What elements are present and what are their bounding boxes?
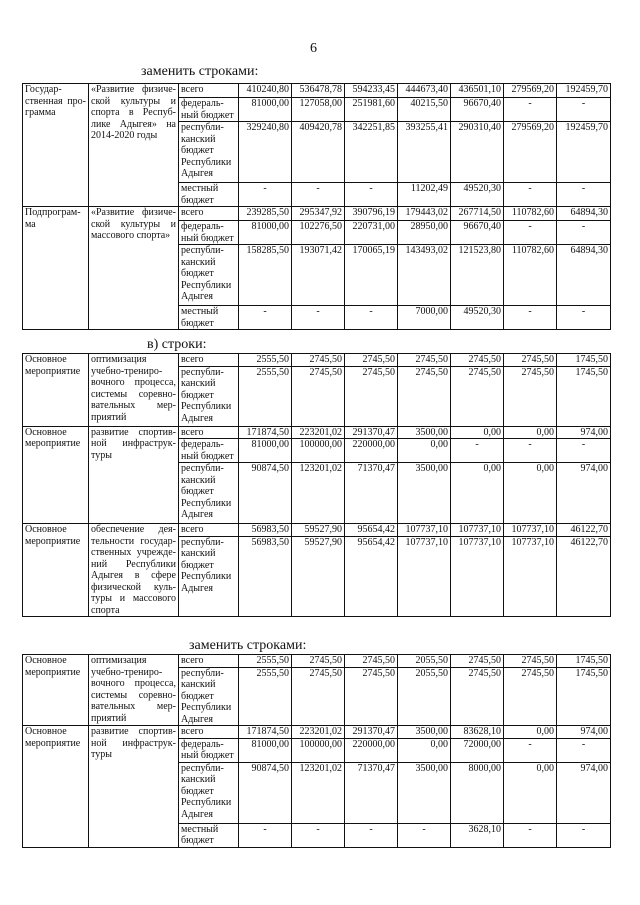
amount-cell: -	[557, 221, 611, 245]
amount-cell: 2745,50	[504, 354, 557, 367]
funding-source-cell: всего	[179, 726, 239, 739]
amount-cell: 96670,40	[451, 98, 504, 122]
amount-cell: -	[557, 98, 611, 122]
amount-cell: 107737,10	[451, 524, 504, 537]
funding-source-cell: федераль-ный бюджет	[179, 98, 239, 122]
amount-cell: 0,00	[504, 762, 557, 823]
funding-source-cell: республи-канский бюджет Республики Адыгея	[179, 667, 239, 726]
amount-cell: -	[504, 183, 557, 207]
amount-cell: 2745,50	[292, 667, 345, 726]
amount-cell: 7000,00	[398, 306, 451, 330]
amount-cell: 2745,50	[504, 655, 557, 668]
funding-source-cell: всего	[179, 354, 239, 367]
amount-cell: 295347,92	[292, 207, 345, 221]
amount-cell: 974,00	[557, 463, 611, 524]
amount-cell: 1745,50	[557, 667, 611, 726]
amount-cell: 2555,50	[239, 354, 292, 367]
amount-cell: 171874,50	[239, 726, 292, 739]
amount-cell: 2745,50	[345, 667, 398, 726]
amount-cell: 100000,00	[292, 439, 345, 463]
amount-cell: 123201,02	[292, 762, 345, 823]
amount-cell: 59527,90	[292, 536, 345, 616]
heading-replace-1: заменить строками:	[141, 64, 259, 79]
amount-cell: 90874,50	[239, 762, 292, 823]
amount-cell: 100000,00	[292, 738, 345, 762]
amount-cell: 83628,10	[451, 726, 504, 739]
amount-cell: -	[504, 98, 557, 122]
heading-replace-2: заменить строками:	[189, 638, 307, 653]
page-number: 6	[310, 41, 317, 56]
item-name-cell: «Развитие физиче-ской культуры и массового спорта»	[89, 207, 179, 330]
amount-cell: 2555,50	[239, 655, 292, 668]
amount-cell: 291370,47	[345, 426, 398, 439]
amount-cell: 0,00	[451, 426, 504, 439]
amount-cell: 2055,50	[398, 655, 451, 668]
amount-cell: -	[504, 738, 557, 762]
amount-cell: 192459,70	[557, 84, 611, 98]
funding-source-cell: местный бюджет	[179, 823, 239, 847]
amount-cell: 3500,00	[398, 426, 451, 439]
amount-cell: 0,00	[504, 463, 557, 524]
amount-cell: 2745,50	[398, 354, 451, 367]
amount-cell: 107737,10	[398, 524, 451, 537]
funding-source-cell: республи-канский бюджет Республики Адыгея	[179, 366, 239, 426]
amount-cell: 3500,00	[398, 726, 451, 739]
heading-rows-b: в) строки:	[147, 337, 207, 352]
amount-cell: 0,00	[504, 426, 557, 439]
amount-cell: 390796,19	[345, 207, 398, 221]
amount-cell: 409420,78	[292, 122, 345, 183]
amount-cell: 46122,70	[557, 536, 611, 616]
amount-cell: -	[398, 823, 451, 847]
table-row	[23, 524, 611, 537]
funding-source-cell: республи-канский бюджет Республики Адыгея	[179, 245, 239, 306]
amount-cell: -	[239, 306, 292, 330]
amount-cell: 2745,50	[504, 366, 557, 426]
amount-cell: 0,00	[398, 738, 451, 762]
amount-cell: 436501,10	[451, 84, 504, 98]
item-type-cell: Основное мероприятие	[23, 354, 89, 427]
amount-cell: 96670,40	[451, 221, 504, 245]
amount-cell: 192459,70	[557, 122, 611, 183]
amount-cell: 2745,50	[451, 655, 504, 668]
funding-source-cell: республи-канский бюджет Республики Адыгея	[179, 536, 239, 616]
amount-cell: 2745,50	[504, 667, 557, 726]
amount-cell: 3500,00	[398, 762, 451, 823]
amount-cell: 170065,19	[345, 245, 398, 306]
table-row	[23, 354, 611, 367]
amount-cell: 1745,50	[557, 354, 611, 367]
amount-cell: 2745,50	[292, 655, 345, 668]
amount-cell: 49520,30	[451, 183, 504, 207]
amount-cell: 28950,00	[398, 221, 451, 245]
amount-cell: 2745,50	[345, 354, 398, 367]
funding-source-cell: всего	[179, 655, 239, 668]
amount-cell: 95654,42	[345, 536, 398, 616]
amount-cell: 444673,40	[398, 84, 451, 98]
amount-cell: 107737,10	[451, 536, 504, 616]
funding-source-cell: федераль-ный бюджет	[179, 439, 239, 463]
amount-cell: 46122,70	[557, 524, 611, 537]
amount-cell: 2745,50	[345, 655, 398, 668]
amount-cell: 220000,00	[345, 738, 398, 762]
amount-cell: -	[557, 738, 611, 762]
amount-cell: 2745,50	[292, 366, 345, 426]
amount-cell: 64894,30	[557, 245, 611, 306]
amount-cell: 0,00	[451, 463, 504, 524]
amount-cell: 49520,30	[451, 306, 504, 330]
amount-cell: 107737,10	[504, 524, 557, 537]
amount-cell: 223201,02	[292, 726, 345, 739]
amount-cell: 121523,80	[451, 245, 504, 306]
amount-cell: -	[504, 221, 557, 245]
item-name-cell: обеспечение дея-тельности государ-ственных учрежде-ний Республики Адыгея в сфере физической куль-туры и массового спорта	[89, 524, 179, 617]
amount-cell: 193071,42	[292, 245, 345, 306]
amount-cell: -	[345, 183, 398, 207]
amount-cell: 2055,50	[398, 667, 451, 726]
table-row	[23, 655, 611, 668]
amount-cell: -	[557, 306, 611, 330]
amount-cell: 127058,00	[292, 98, 345, 122]
amount-cell: 974,00	[557, 762, 611, 823]
table-row	[23, 207, 611, 221]
funding-source-cell: республи-канский бюджет Республики Адыгея	[179, 762, 239, 823]
amount-cell: 220731,00	[345, 221, 398, 245]
amount-cell: 1745,50	[557, 655, 611, 668]
amount-cell: 2745,50	[451, 667, 504, 726]
amount-cell: 81000,00	[239, 221, 292, 245]
item-name-cell: развитие спортив-ной инфраструк-туры	[89, 426, 179, 524]
funding-source-cell: всего	[179, 524, 239, 537]
amount-cell: 71370,47	[345, 463, 398, 524]
amount-cell: 2745,50	[292, 354, 345, 367]
amount-cell: -	[345, 306, 398, 330]
amount-cell: -	[504, 823, 557, 847]
amount-cell: -	[557, 183, 611, 207]
amount-cell: 594233,45	[345, 84, 398, 98]
table-row	[23, 426, 611, 439]
amount-cell: 123201,02	[292, 463, 345, 524]
amount-cell: 223201,02	[292, 426, 345, 439]
funding-source-cell: местный бюджет	[179, 306, 239, 330]
amount-cell: -	[557, 439, 611, 463]
amount-cell: 2745,50	[451, 366, 504, 426]
amount-cell: 102276,50	[292, 221, 345, 245]
amount-cell: 110782,60	[504, 245, 557, 306]
amount-cell: 110782,60	[504, 207, 557, 221]
amount-cell: 56983,50	[239, 524, 292, 537]
table-replacement-1	[22, 83, 611, 330]
amount-cell: 11202,49	[398, 183, 451, 207]
table-row	[23, 84, 611, 98]
amount-cell: 2745,50	[398, 366, 451, 426]
amount-cell: 2555,50	[239, 366, 292, 426]
item-type-cell: Государ-ственная про-грамма	[23, 84, 89, 207]
amount-cell: -	[345, 823, 398, 847]
amount-cell: -	[292, 183, 345, 207]
amount-cell: -	[239, 823, 292, 847]
amount-cell: 107737,10	[504, 536, 557, 616]
amount-cell: 2745,50	[451, 354, 504, 367]
table-row	[23, 726, 611, 739]
amount-cell: 0,00	[398, 439, 451, 463]
amount-cell: 410240,80	[239, 84, 292, 98]
funding-source-cell: всего	[179, 84, 239, 98]
amount-cell: 974,00	[557, 426, 611, 439]
amount-cell: 279569,20	[504, 84, 557, 98]
item-type-cell: Основное мероприятие	[23, 655, 89, 726]
amount-cell: 81000,00	[239, 439, 292, 463]
item-type-cell: Основное мероприятие	[23, 524, 89, 617]
amount-cell: 59527,90	[292, 524, 345, 537]
amount-cell: 95654,42	[345, 524, 398, 537]
amount-cell: 8000,00	[451, 762, 504, 823]
amount-cell: 179443,02	[398, 207, 451, 221]
amount-cell: -	[557, 823, 611, 847]
item-type-cell: Основное мероприятие	[23, 426, 89, 524]
amount-cell: 1745,50	[557, 366, 611, 426]
amount-cell: 81000,00	[239, 98, 292, 122]
amount-cell: -	[451, 439, 504, 463]
amount-cell: 2745,50	[345, 366, 398, 426]
funding-source-cell: федераль-ный бюджет	[179, 738, 239, 762]
amount-cell: -	[504, 306, 557, 330]
amount-cell: 290310,40	[451, 122, 504, 183]
amount-cell: 239285,50	[239, 207, 292, 221]
funding-source-cell: республи-канский бюджет Республики Адыгея	[179, 122, 239, 183]
item-name-cell: оптимизация учебно-трениро-вочного процесса, системы соревно-вательных мер-приятий	[89, 655, 179, 726]
amount-cell: 0,00	[504, 726, 557, 739]
amount-cell: 393255,41	[398, 122, 451, 183]
amount-cell: 40215,50	[398, 98, 451, 122]
amount-cell: -	[292, 823, 345, 847]
amount-cell: 974,00	[557, 726, 611, 739]
amount-cell: 342251,85	[345, 122, 398, 183]
item-name-cell: развитие спортив-ной инфраструк-туры	[89, 726, 179, 848]
amount-cell: 220000,00	[345, 439, 398, 463]
funding-source-cell: всего	[179, 207, 239, 221]
amount-cell: 329240,80	[239, 122, 292, 183]
item-name-cell: оптимизация учебно-трениро-вочного процесса, системы соревно-вательных мер-приятий	[89, 354, 179, 427]
amount-cell: 3628,10	[451, 823, 504, 847]
amount-cell: 251981,60	[345, 98, 398, 122]
funding-source-cell: федераль-ный бюджет	[179, 221, 239, 245]
amount-cell: 267714,50	[451, 207, 504, 221]
amount-cell: 81000,00	[239, 738, 292, 762]
amount-cell: 72000,00	[451, 738, 504, 762]
amount-cell: 279569,20	[504, 122, 557, 183]
amount-cell: 536478,78	[292, 84, 345, 98]
amount-cell: 107737,10	[398, 536, 451, 616]
funding-source-cell: республи-канский бюджет Республики Адыгея	[179, 463, 239, 524]
amount-cell: 3500,00	[398, 463, 451, 524]
amount-cell: 143493,02	[398, 245, 451, 306]
funding-source-cell: местный бюджет	[179, 183, 239, 207]
amount-cell: 291370,47	[345, 726, 398, 739]
amount-cell: 158285,50	[239, 245, 292, 306]
table-rows-b	[22, 353, 611, 617]
amount-cell: 90874,50	[239, 463, 292, 524]
amount-cell: 56983,50	[239, 536, 292, 616]
amount-cell: 171874,50	[239, 426, 292, 439]
amount-cell: 71370,47	[345, 762, 398, 823]
item-type-cell: Подпрограм-ма	[23, 207, 89, 330]
amount-cell: -	[292, 306, 345, 330]
amount-cell: 64894,30	[557, 207, 611, 221]
funding-source-cell: всего	[179, 426, 239, 439]
amount-cell: -	[504, 439, 557, 463]
amount-cell: 2555,50	[239, 667, 292, 726]
table-replacement-2	[22, 654, 611, 848]
amount-cell: -	[239, 183, 292, 207]
item-type-cell: Основное мероприятие	[23, 726, 89, 848]
item-name-cell: «Развитие физиче-ской культуры и спорта в Респуб-лике Адыгея» на 2014-2020 годы	[89, 84, 179, 207]
